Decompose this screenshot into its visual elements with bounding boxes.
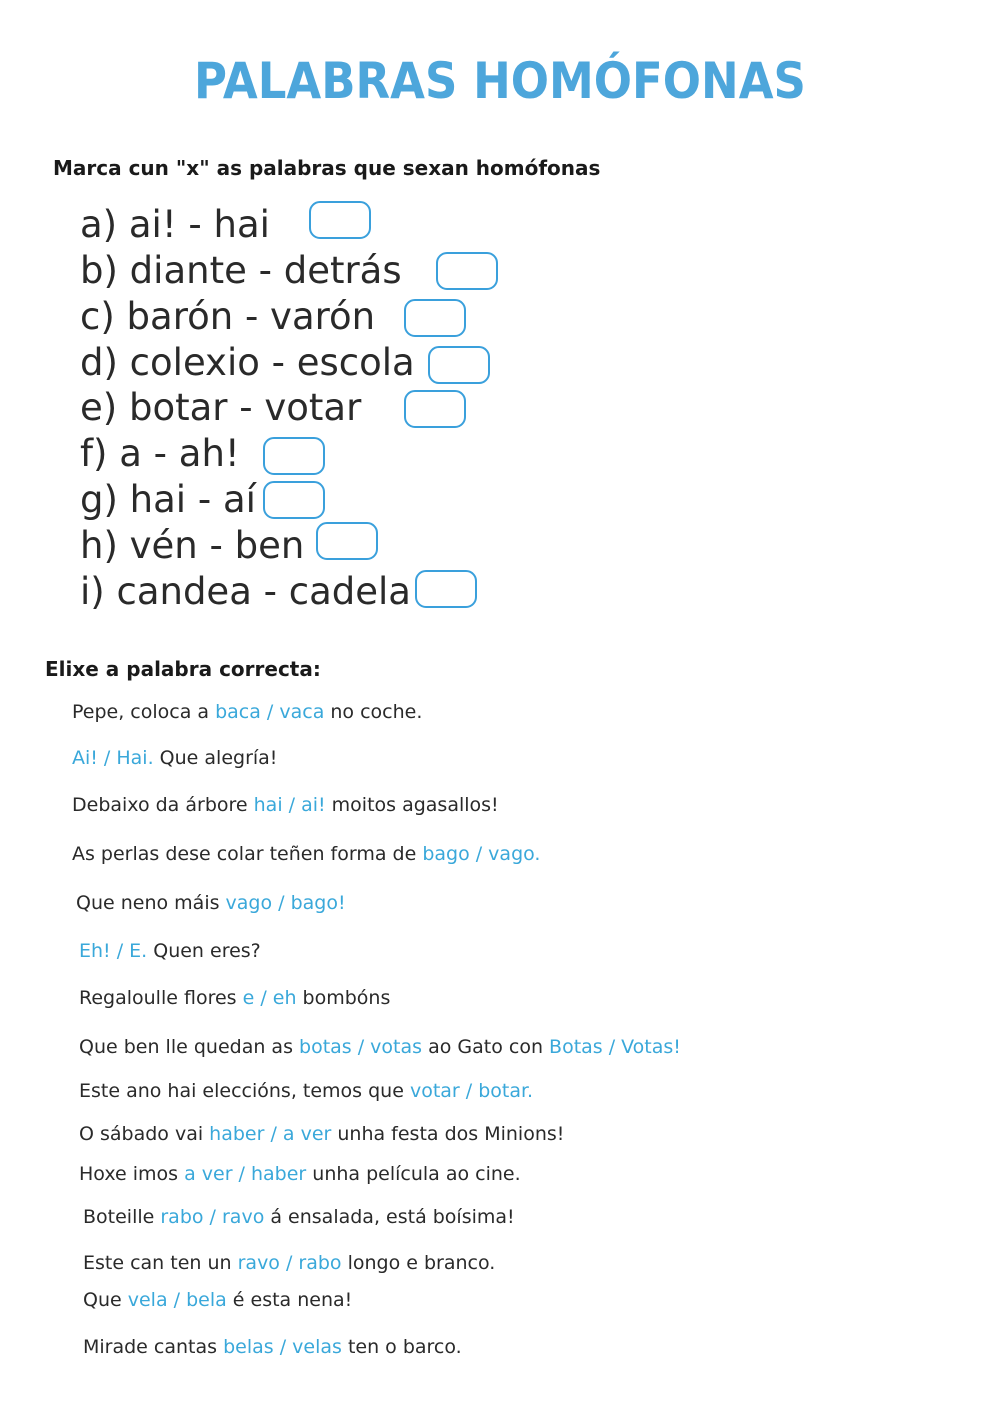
word-choice[interactable]: e / eh <box>242 987 297 1009</box>
item-i: i) candea - cadela <box>80 570 411 613</box>
sentence-15 <box>83 1335 462 1359</box>
sentence-text: Regaloulle flores <box>79 987 243 1009</box>
checkbox-e[interactable] <box>404 390 466 428</box>
sentence-2 <box>72 746 277 770</box>
checkbox-i[interactable] <box>415 570 477 608</box>
item-f: f) a - ah! <box>80 432 240 475</box>
page-title: PALABRAS HOMÓFONAS <box>194 52 806 110</box>
sentence-text: O sábado vai <box>79 1123 210 1145</box>
item-h: h) vén - ben <box>80 524 305 567</box>
item-d: d) colexio - escola <box>80 341 415 384</box>
sentence-text: Que alegría! <box>153 747 278 769</box>
word-choice[interactable]: ravo / rabo <box>237 1252 342 1274</box>
checkbox-c[interactable] <box>404 299 466 337</box>
checkbox-a[interactable] <box>309 201 371 239</box>
section2-instruction: Elixe a palabra correcta: <box>45 657 321 681</box>
checkbox-g[interactable] <box>263 481 325 519</box>
sentence-text: longo e branco. <box>341 1252 496 1274</box>
sentence-5 <box>76 891 346 915</box>
word-choice[interactable]: hai / ai! <box>253 794 326 816</box>
sentence-12 <box>83 1205 515 1229</box>
word-choice[interactable]: Ai! / Hai. <box>72 747 154 769</box>
sentence-text: ten o barco. <box>341 1336 462 1358</box>
word-choice[interactable]: a ver / haber <box>184 1163 307 1185</box>
sentence-text: Este ano hai eleccións, temos que <box>79 1080 410 1102</box>
sentence-text: moitos agasallos! <box>325 794 499 816</box>
item-a: a) ai! - hai <box>80 203 270 246</box>
sentence-1 <box>72 700 422 724</box>
checkbox-b[interactable] <box>436 252 498 290</box>
word-choice[interactable]: Eh! / E. <box>79 940 148 962</box>
checkbox-d[interactable] <box>428 346 490 384</box>
sentence-text: Mirade cantas <box>83 1336 224 1358</box>
word-choice[interactable]: botas / votas <box>299 1036 423 1058</box>
sentence-7 <box>79 986 390 1010</box>
sentence-text: unha festa dos Minions! <box>331 1123 565 1145</box>
word-choice[interactable]: rabo / ravo <box>160 1206 265 1228</box>
item-e: e) botar - votar <box>80 386 362 429</box>
sentence-text: Boteille <box>83 1206 161 1228</box>
word-choice[interactable]: haber / a ver <box>209 1123 332 1145</box>
checkbox-h[interactable] <box>316 522 378 560</box>
sentence-4 <box>72 842 540 866</box>
sentence-text: ao Gato con <box>422 1036 550 1058</box>
sentence-text: á ensalada, está boísima! <box>264 1206 515 1228</box>
sentence-6 <box>79 939 261 963</box>
sentence-11 <box>79 1162 521 1186</box>
word-choice[interactable]: Botas / Votas! <box>549 1036 681 1058</box>
item-c: c) barón - varón <box>80 295 376 338</box>
word-choice[interactable]: belas / velas <box>223 1336 342 1358</box>
sentence-text: Que ben lle quedan as <box>79 1036 300 1058</box>
word-choice[interactable]: baca / vaca <box>215 701 325 723</box>
sentence-text: é esta nena! <box>226 1289 353 1311</box>
sentence-9 <box>79 1079 533 1103</box>
sentence-text: Debaixo da árbore <box>72 794 254 816</box>
sentence-text: Este can ten un <box>83 1252 238 1274</box>
sentence-text: Que <box>83 1289 128 1311</box>
sentence-3 <box>72 793 499 817</box>
sentence-14 <box>83 1288 352 1312</box>
sentence-8 <box>79 1035 681 1059</box>
section1-instruction: Marca cun "x" as palabras que sexan homófonas <box>53 156 601 180</box>
sentence-text: Hoxe imos <box>79 1163 185 1185</box>
sentence-text: no coche. <box>324 701 423 723</box>
sentence-10 <box>79 1122 564 1146</box>
word-choice[interactable]: vela / bela <box>127 1289 227 1311</box>
item-g: g) hai - aí <box>80 478 256 521</box>
word-choice[interactable]: votar / botar. <box>409 1080 534 1102</box>
item-b: b) diante - detrás <box>80 249 402 292</box>
sentence-text: Quen eres? <box>147 940 261 962</box>
sentence-text: unha película ao cine. <box>306 1163 521 1185</box>
word-choice[interactable]: vago / bago! <box>225 892 346 914</box>
sentence-text: Que neno máis <box>76 892 226 914</box>
sentence-text: As perlas dese colar teñen forma de <box>72 843 423 865</box>
word-choice[interactable]: bago / vago. <box>422 843 541 865</box>
checkbox-f[interactable] <box>263 437 325 475</box>
sentence-text: Pepe, coloca a <box>72 701 216 723</box>
sentence-13 <box>83 1251 495 1275</box>
sentence-text: bombóns <box>296 987 391 1009</box>
